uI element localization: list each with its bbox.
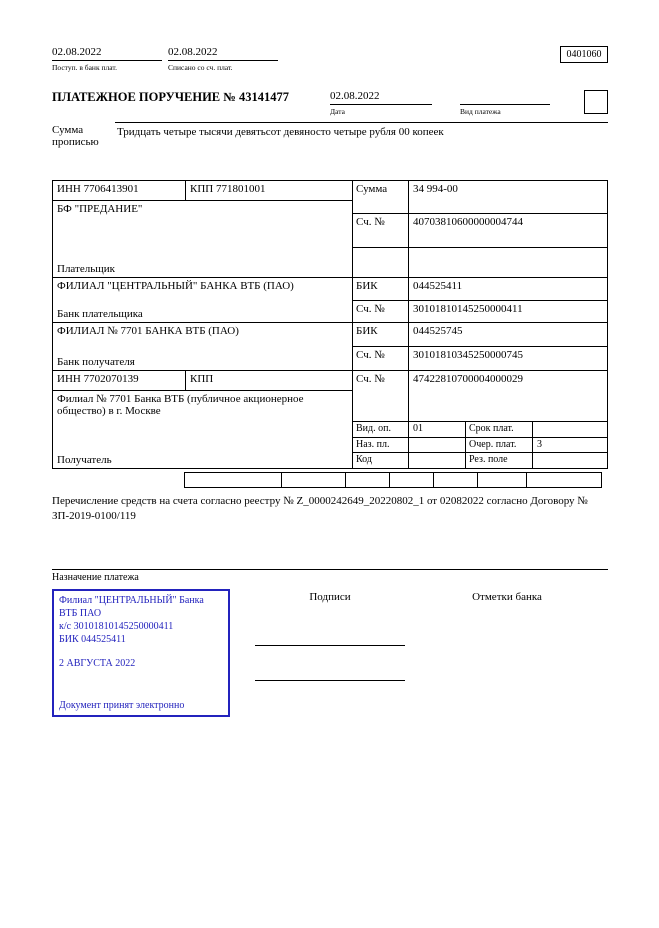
code-value: [409, 453, 466, 468]
stamp-date: 2 АВГУСТА 2022: [59, 658, 136, 669]
reserve-label: Рез. поле: [466, 453, 533, 468]
payee-inn-cell: ИНН 7702070139: [53, 371, 186, 390]
payee-account-row: [353, 371, 607, 422]
document-title: ПЛАТЕЖНОЕ ПОРУЧЕНИЕ № 43141477: [52, 90, 289, 104]
payee-bank-section-label: Банк получателя: [57, 356, 135, 368]
footer-section: [52, 589, 608, 717]
payer-bank-name: ФИЛИАЛ "ЦЕНТРАЛЬНЫЙ" БАНКА ВТБ (ПАО): [57, 280, 294, 292]
debited-date-block: [168, 46, 278, 72]
requisites-right-column: [353, 181, 607, 468]
op-type-label: Вид. оп.: [353, 422, 409, 437]
form-code-box: 0401060: [560, 46, 608, 63]
signatures-label: Подписи: [309, 591, 351, 603]
payee-bank-account-value: 30101810345250000745: [413, 349, 523, 361]
payment-kind-value: [460, 90, 550, 105]
payer-bank-cell: [53, 278, 352, 323]
payer-name: БФ "ПРЕДАНИЕ": [57, 203, 143, 215]
debited-date-label: Списано со сч. плат.: [168, 63, 233, 72]
received-date-label: Поступ. в банк плат.: [52, 63, 117, 72]
payee-bank-account-label: Сч. №: [353, 347, 409, 370]
tax-field-box: [389, 472, 434, 488]
requisites-table: [52, 180, 608, 469]
priority-label: Очер. плат.: [466, 438, 533, 452]
stamp-corr-account: к/с 30101810145250000411: [59, 621, 174, 632]
received-date-value: 02.08.2022: [52, 46, 162, 61]
payer-bank-account-value: 30101810145250000411: [413, 303, 523, 315]
payer-bank-account-row: [353, 301, 607, 323]
payer-account-row: [353, 214, 607, 248]
document-date-value: 02.08.2022: [330, 90, 432, 105]
payer-account-label: Сч. №: [353, 214, 409, 247]
payer-section-label: Плательщик: [57, 263, 115, 275]
payee-cell: [53, 391, 352, 468]
tax-field-box: [477, 472, 527, 488]
amount-row: [353, 181, 607, 214]
tax-field-box: [184, 472, 282, 488]
payee-name: Филиал № 7701 Банка ВТБ (публичное акционерное общество) в г. Москве: [57, 393, 304, 417]
op-type-row: [353, 422, 607, 438]
payer-bank-bik-row: [353, 278, 607, 301]
pay-purpose-label: Наз. пл.: [353, 438, 409, 452]
stamp-note: Документ принят электронно: [59, 700, 185, 711]
pay-purpose-row: [353, 438, 607, 453]
payment-kind-label: Вид платежа: [460, 107, 501, 116]
stamp-bank-name: Филиал "ЦЕНТРАЛЬНЫЙ" Банка ВТБ ПАО: [59, 595, 204, 619]
amount-value: 34 994-00: [413, 183, 458, 195]
payee-bank-bik-label: БИК: [353, 323, 409, 346]
payee-inn-kpp-row: [53, 371, 352, 391]
payee-bank-bik-row: [353, 323, 607, 347]
pay-purpose-value: [409, 438, 466, 452]
payee-section-label: Получатель: [57, 454, 112, 466]
amount-in-words-section: [52, 122, 608, 180]
priority-value: 3: [537, 439, 542, 450]
payment-purpose-label: Назначение платежа: [52, 572, 139, 583]
tax-fields-row: [184, 472, 608, 488]
payer-empty-value-cell: [409, 248, 607, 277]
signatures-column: [230, 589, 430, 681]
payee-account-label: Сч. №: [353, 371, 409, 421]
payee-account-value: 47422810700004000029: [413, 373, 523, 385]
stamp-bik: БИК 044525411: [59, 634, 126, 645]
title-row: [52, 90, 608, 116]
tax-field-box: [345, 472, 390, 488]
payer-empty-label-cell: [353, 248, 409, 277]
tax-field-box: [281, 472, 346, 488]
code-label: Код: [353, 453, 409, 468]
tax-field-box: [526, 472, 602, 488]
payee-bank-cell: [53, 323, 352, 371]
payee-bank-account-row: [353, 347, 607, 371]
payer-account-value: 40703810600000004744: [413, 216, 523, 228]
payer-cell: [53, 201, 352, 278]
payer-empty-row: [353, 248, 607, 278]
signature-line: [255, 645, 405, 646]
payment-purpose-text: Перечисление средств на счета согласно реестру № Z_0000242649_20220802_1 от 02082022 согласно Договору № ЗП-2019-0100/119: [52, 494, 608, 570]
received-date-block: [52, 46, 162, 72]
requisites-left-column: [53, 181, 353, 468]
payment-kind-field: [460, 90, 550, 116]
bank-marks-label: Отметки банка: [472, 591, 542, 603]
payer-inn-cell: ИНН 7706413901: [53, 181, 186, 200]
pay-term-value: [533, 422, 607, 437]
amount-label: Сумма: [353, 181, 409, 213]
payee-bank-name: ФИЛИАЛ № 7701 БАНКА ВТБ (ПАО): [57, 325, 239, 337]
top-dates-row: [52, 46, 608, 72]
amount-in-words-value: Тридцать четыре тысячи девятьсот девяносто четыре рубля 00 копеек: [115, 122, 608, 180]
payer-kpp-cell: КПП 771801001: [190, 183, 266, 195]
payer-bank-account-label: Сч. №: [353, 301, 409, 322]
payee-kpp-cell: КПП: [190, 373, 214, 385]
debited-date-value: 02.08.2022: [168, 46, 278, 61]
payee-bank-bik-value: 044525745: [413, 325, 463, 337]
tax-field-box: [433, 472, 478, 488]
document-date-field: [330, 90, 432, 116]
code-row: [353, 453, 607, 468]
payer-inn-kpp-row: [53, 181, 352, 201]
payer-bank-section-label: Банк плательщика: [57, 308, 143, 320]
signature-line: [255, 680, 405, 681]
pay-term-label: Срок плат.: [466, 422, 533, 437]
document-date-label: Дата: [330, 107, 345, 116]
payer-bank-bik-label: БИК: [353, 278, 409, 300]
status-field-box: [584, 90, 608, 114]
reserve-value: [533, 453, 607, 468]
bank-marks-column: [430, 589, 608, 603]
op-type-value: 01: [409, 422, 466, 437]
bank-stamp: [52, 589, 230, 717]
payer-bank-bik-value: 044525411: [413, 280, 463, 292]
amount-in-words-label: Сумма прописью: [52, 124, 99, 148]
payment-order-content: [52, 0, 608, 717]
